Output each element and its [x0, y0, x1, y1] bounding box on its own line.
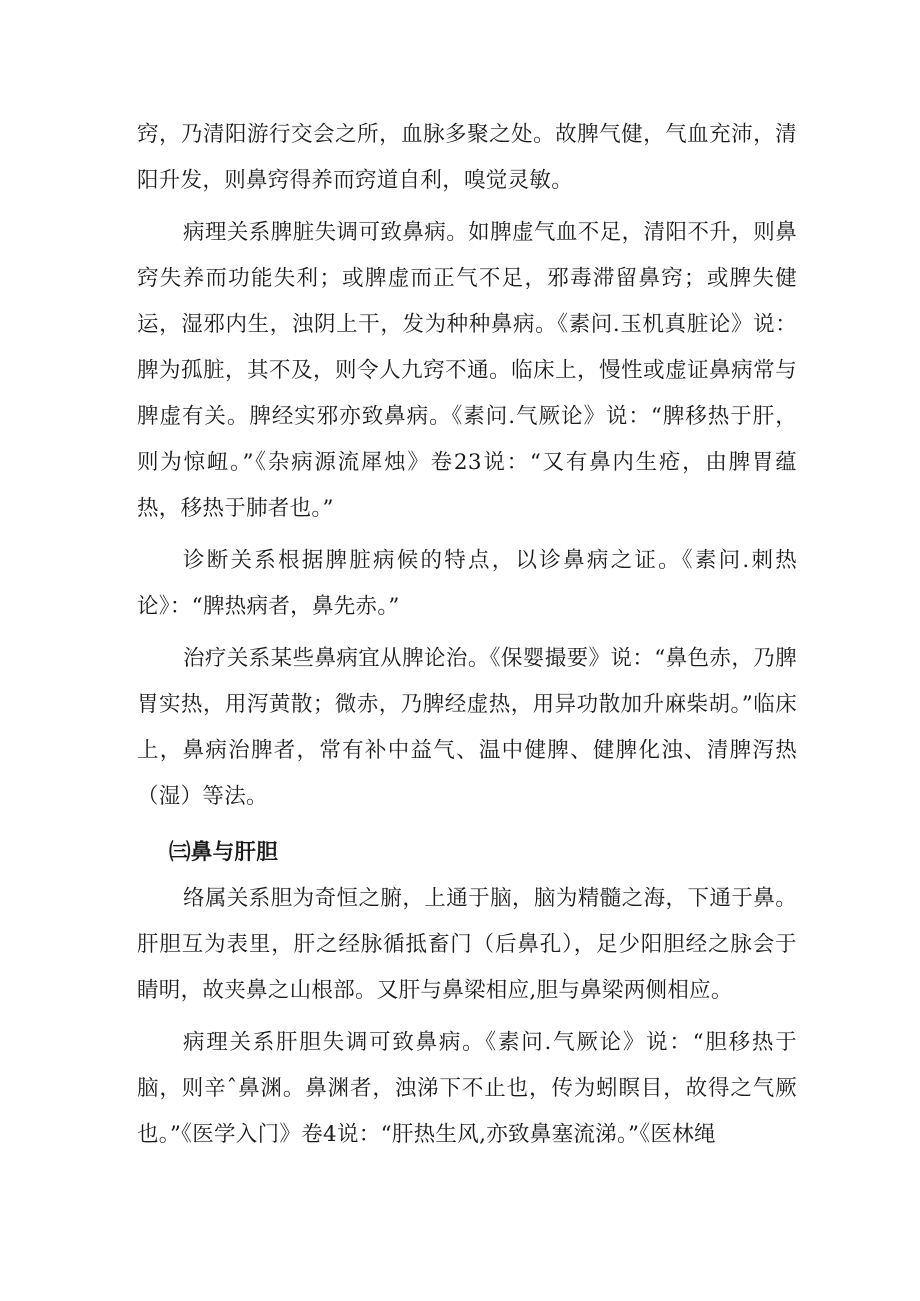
paragraph-liver-pathology: 病理关系肝胆失调可致鼻病。《素问.气厥论》说：“胆移热于脑，则辛ˆ鼻渊。鼻渊者，浊涕下不止也，传为蚓瞑目，故得之气厥也。”《医学入门》卷4说：“肝热生风,亦致鼻塞流涕。”《医林绳 [137, 1030, 797, 1147]
paragraph-spleen-treatment: 治疗关系某些鼻病宜从脾论治。《保婴撮要》说：“鼻色赤，乃脾胃实热，用泻黄散；微赤，乃脾经虚热，用异功散加升麻柴胡。”临床上，鼻病治脾者，常有补中益气、温中健脾、健脾化浊、清脾泻热（湿）等法。 [137, 646, 797, 809]
paragraph-spleen-intro: 窍，乃清阳游行交会之所，血脉多聚之处。故脾气健，气血充沛，清阳升发，则鼻窍得养而窍道自利，嗅觉灵敏。 [137, 122, 797, 193]
document-body [137, 112, 797, 1158]
section-heading-liver-gallbladder: ㈢鼻与肝胆 [169, 840, 279, 865]
paragraph-spleen-pathology: 病理关系脾脏失调可致鼻病。如脾虚气血不足，清阳不升，则鼻窍失养而功能失利；或脾虚而正气不足，邪毒滞留鼻窍；或脾失健运，湿邪内生，浊阴上干，发为种种鼻病。《素问.玉机真脏论》说：脾为孤脏，其不及，则令人九窍不通。临床上，慢性或虚证鼻病常与脾虚有关。脾经实邪亦致鼻病。《素问.气厥论》说：“脾移热于肝，则为惊衄。”《杂病源流犀烛》卷23说：“又有鼻内生疮，由脾胃蕴热，移热于肺者也。” [137, 220, 797, 521]
paragraph-spleen-diagnosis: 诊断关系根据脾脏病候的特点，以诊鼻病之证。《素问.刺热论》：“脾热病者，鼻先赤。” [137, 548, 797, 619]
paragraph-liver-connection: 络属关系胆为奇恒之腑，上通于脑，脑为精髓之海，下通于鼻。肝胆互为表里，肝之经脉循抵畜门（后鼻孔），足少阳胆经之脉会于睛明，故夹鼻之山根部。又肝与鼻梁相应,胆与鼻梁两侧相应。 [137, 886, 797, 1003]
